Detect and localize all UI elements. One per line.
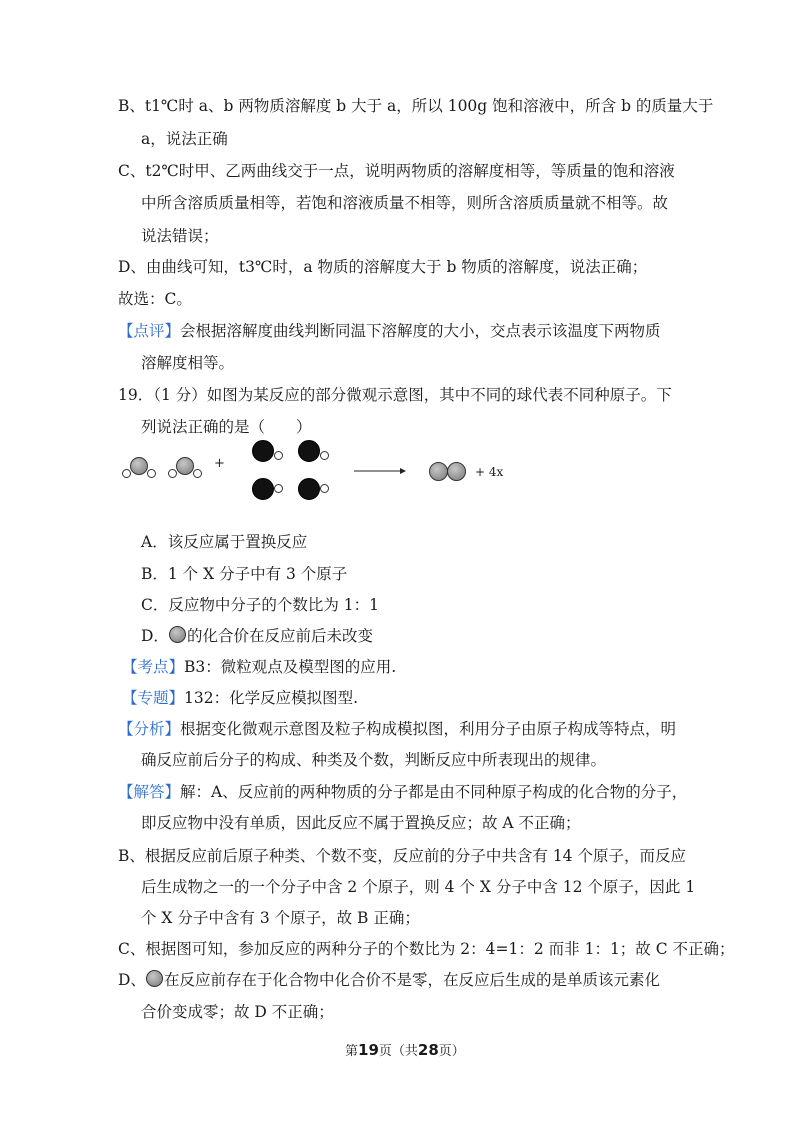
jieda-text-1: 解：A、反应前的两种物质的分子都是由不同种原子构成的化合物的分子，	[180, 783, 688, 801]
reaction-arrow-icon	[354, 466, 406, 476]
kaodian-line	[122, 656, 396, 678]
choice-line: 故选：C。	[118, 290, 192, 308]
jieda-c1: C、根据图可知，参加反应的两种分子的个数比为 2：4=1：2 而非 1：1；故 C 不正确；	[118, 940, 735, 958]
question-line-2: 列说法正确的是（ ）	[141, 418, 312, 436]
kaodian-tag: 【考点】	[122, 658, 185, 676]
review-tag: 【点评】	[118, 322, 181, 340]
text-line-c1: C、t2℃时甲、乙两曲线交于一点，说明两物质的溶解度相等，等质量的饱和溶液	[118, 162, 675, 180]
page-footer	[345, 1039, 465, 1063]
white-atom	[274, 451, 283, 460]
black-atom	[298, 440, 320, 462]
review-text-1: 会根据溶解度曲线判断同温下溶解度的大小，交点表示该温度下两物质	[180, 322, 661, 340]
option-c: C．反应物中分子的个数比为 1：1	[141, 596, 380, 614]
text-line-b2: a，说法正确	[141, 130, 228, 148]
fenxi-text-1: 根据变化微观示意图及粒子构成模拟图，利用分子由原子构成等特点，明	[180, 720, 677, 738]
text-line-c3: 说法错误；	[141, 227, 219, 245]
fenxi-tag: 【分析】	[118, 720, 181, 738]
white-atom	[147, 469, 156, 478]
option-d-prefix: D．	[141, 627, 169, 645]
zhuanti-line	[122, 687, 358, 709]
white-atom	[320, 451, 329, 460]
jieda-b1: B、根据反应前后原子种类、个数不变，反应前的分子中共含有 14 个原子，而反应	[118, 847, 686, 865]
fenxi-line-1	[118, 718, 676, 740]
jieda-d2: 合价变成零；故 D 不正确；	[141, 1003, 334, 1021]
white-atom	[122, 469, 131, 478]
jieda-text-2: 即反应物中没有单质，因此反应不属于置换反应；故 A 不正确；	[141, 814, 581, 832]
plus-sign: +	[214, 456, 225, 471]
black-atom	[298, 478, 320, 500]
gray-atom	[447, 462, 466, 481]
page-total: 28	[417, 1041, 439, 1059]
footer-pre: 第	[345, 1044, 359, 1059]
jieda-b2: 后生成物之一的一个分子中含 2 个原子，则 4 个 X 分子中含 12 个原子，因此 1	[141, 878, 696, 896]
kaodian-text: B3：微粒观点及模型图的应用.	[184, 658, 397, 676]
option-b: B．1 个 X 分子中有 3 个原子	[141, 565, 348, 583]
jieda-line-1	[118, 781, 687, 803]
jieda-d1: 在反应前存在于化合物中化合价不是零，在反应后生成的是单质该元素化	[163, 971, 660, 989]
zhuanti-tag: 【专题】	[122, 689, 185, 707]
review-line-1	[118, 320, 661, 342]
jieda-d1-line	[118, 969, 660, 991]
jieda-tag: 【解答】	[118, 783, 181, 801]
black-atom	[252, 440, 274, 462]
white-atom	[320, 484, 329, 493]
zhuanti-text: 132：化学反应模拟图型.	[184, 689, 359, 707]
white-atom	[193, 469, 202, 478]
review-text-2: 溶解度相等。	[141, 354, 235, 372]
fenxi-text-2: 确反应前后分子的构成、种类及个数，判断反应中所表现出的规律。	[141, 751, 607, 769]
text-line-b1: B、t1℃时 a、b 两物质溶解度 b 大于 a，所以 100g 饱和溶液中，所含 b 的质量大于	[118, 97, 714, 115]
gray-atom-icon	[146, 970, 163, 987]
text-line-c2: 中所含溶质质量相等，若饱和溶液质量不相等，则所含溶质质量就不相等。故	[141, 194, 669, 212]
footer-post: 页）	[438, 1044, 465, 1059]
page-number: 19	[358, 1041, 379, 1059]
jieda-d-prefix: D、	[118, 971, 146, 989]
option-d	[141, 625, 373, 647]
black-atom	[252, 478, 274, 500]
white-atom	[274, 484, 283, 493]
option-d-text: 的化合价在反应前后未改变	[186, 627, 373, 645]
white-atom	[168, 469, 177, 478]
footer-mid: 页（共	[378, 1044, 418, 1059]
gray-atom	[176, 457, 194, 475]
option-a: A．该反应属于置换反应	[141, 533, 308, 551]
product-plus-4x: + 4x	[475, 465, 504, 479]
gray-atom	[429, 462, 448, 481]
question-line-1: 19．（1 分）如图为某反应的部分微观示意图，其中不同的球代表不同种原子。下	[118, 386, 672, 404]
gray-atom	[130, 457, 148, 475]
jieda-b3: 个 X 分子中含有 3 个原子，故 B 正确；	[141, 909, 420, 927]
gray-atom-icon	[169, 626, 186, 643]
text-line-d1: D、由曲线可知，t3℃时，a 物质的溶解度大于 b 物质的溶解度，说法正确；	[118, 258, 648, 276]
